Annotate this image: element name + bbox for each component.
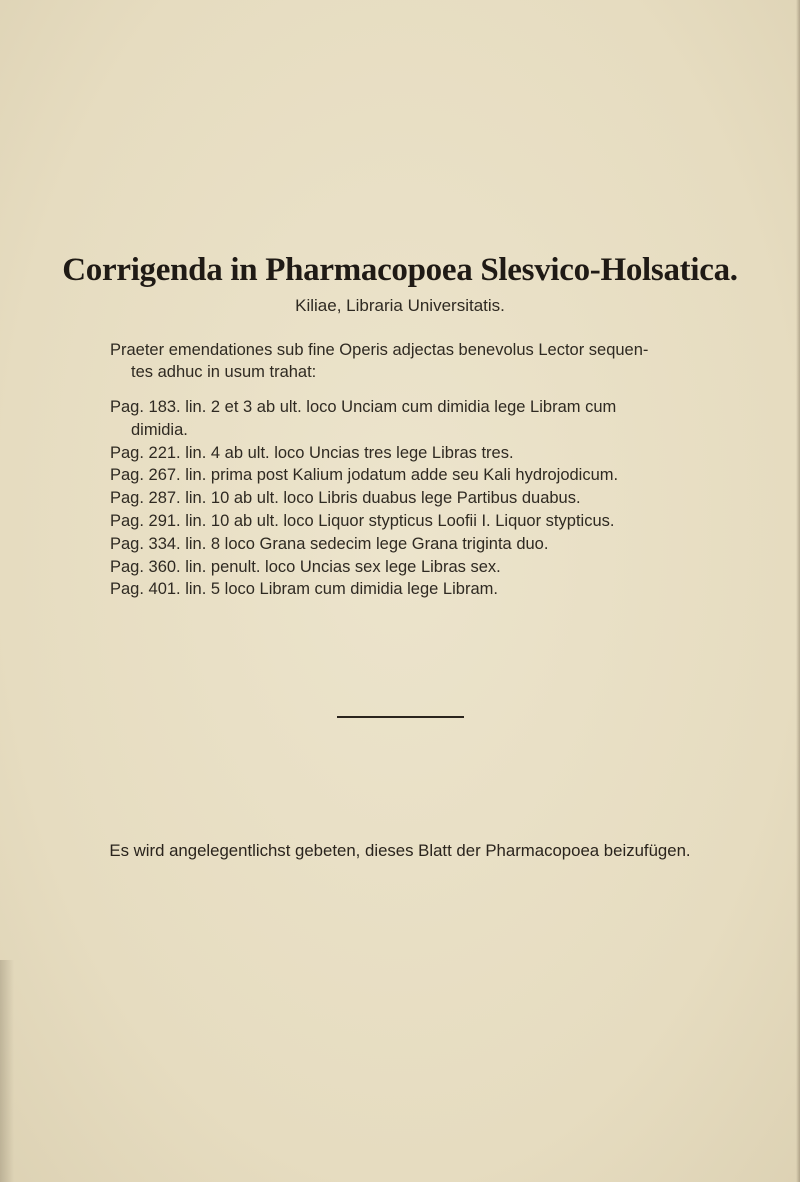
corrigenda-entry: Pag. 401. lin. 5 loco Libram cum dimidia lege Libram.: [110, 580, 498, 599]
page-edge-shadow-left: [0, 960, 14, 1182]
corrigenda-entry: Pag. 287. lin. 10 ab ult. loco Libris duabus lege Partibus duabus.: [110, 489, 581, 508]
preface-line-1: Praeter emendationes sub fine Operis adjectas benevolus Lector sequen-: [110, 341, 649, 359]
separator-rule: [337, 716, 464, 718]
publisher-line: Kiliae, Libraria Universitatis.: [295, 296, 505, 315]
footer-note: Es wird angelegentlichst gebeten, dieses Blatt der Pharmacopoea beizufügen.: [109, 841, 691, 860]
preface-line-2: tes adhuc in usum trahat:: [131, 363, 317, 381]
corrigenda-entry: Pag. 334. lin. 8 loco Grana sedecim lege Grana triginta duo.: [110, 534, 549, 553]
corrigenda-entry: [110, 396, 710, 442]
corrigenda-list: [110, 396, 710, 601]
corrigenda-entry: Pag. 291. lin. 10 ab ult. loco Liquor stypticus Loofii I. Liquor stypticus.: [110, 511, 615, 530]
document-title: Corrigenda in Pharmacopoea Slesvico-Holsatica.: [62, 252, 738, 288]
corrigenda-entry: Pag. 221. lin. 4 ab ult. loco Uncias tres lege Libras tres.: [110, 443, 514, 462]
corrigenda-entry: Pag. 267. lin. prima post Kalium jodatum adde seu Kali hydrojodicum.: [110, 466, 619, 485]
preface-paragraph: [110, 339, 700, 383]
corrigenda-entry-text: Pag. 183. lin. 2 et 3 ab ult. loco Unciam cum dimidia lege Libram cum: [110, 398, 617, 416]
page-edge-shadow: [796, 0, 800, 1182]
corrigenda-entry: Pag. 360. lin. penult. loco Uncias sex lege Libras sex.: [110, 557, 501, 576]
corrigenda-entry-continuation: dimidia.: [131, 420, 188, 439]
